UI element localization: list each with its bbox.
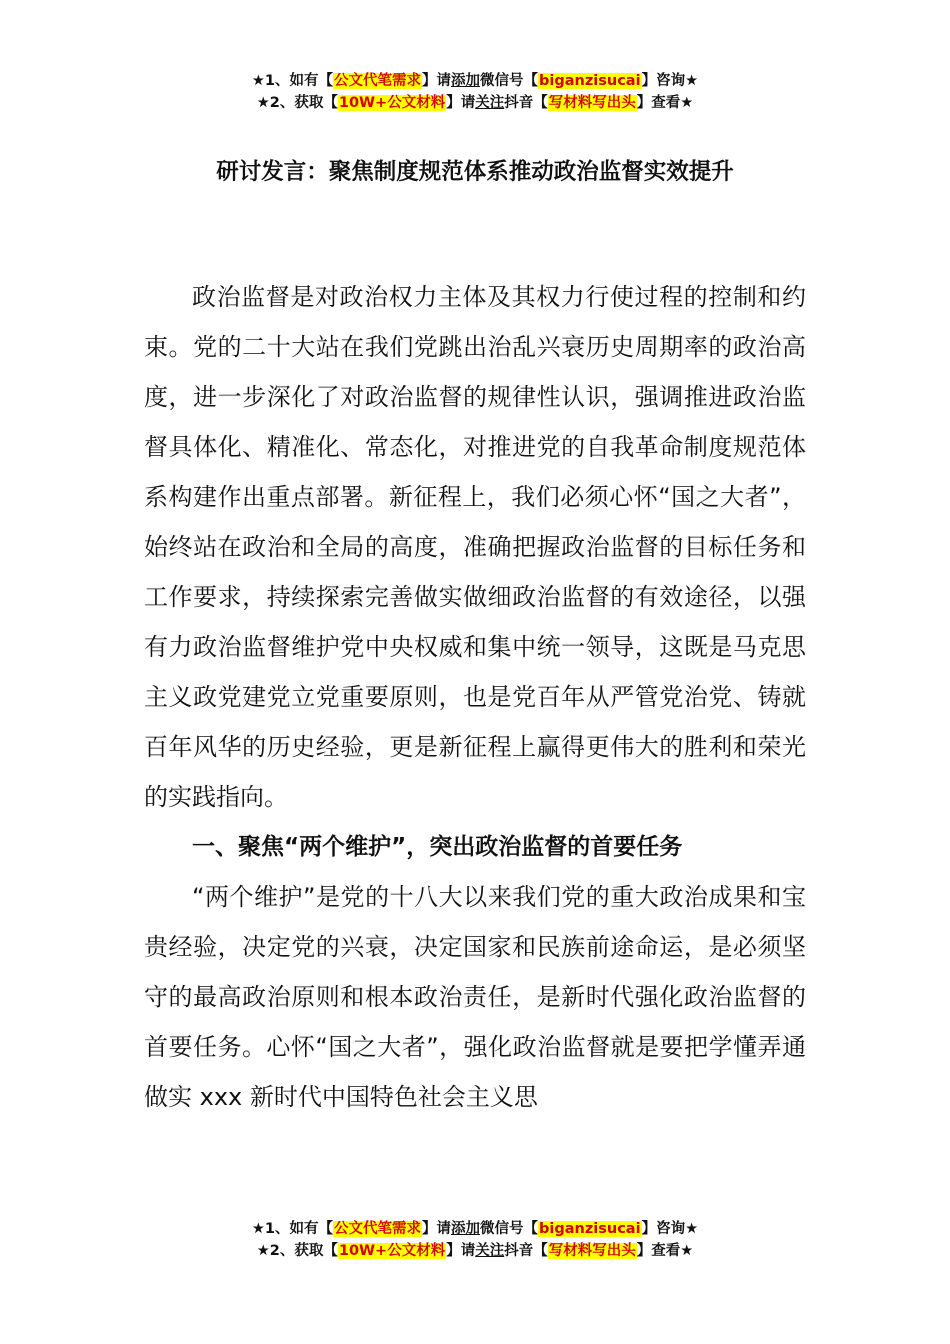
body-paragraph-2: “两个维护”是党的十八大以来我们党的重大政治成果和宝贵经验，决定党的兴衰，决定国家和民族前途命运，是必须坚守的最高政治原则和根本政治责任，是新时代强化政治监督的首要任务。心怀“国之大者”，强化政治监督就是要把学懂弄通做实 xxx 新时代中国特色社会主义思 xyxy=(144,883,806,1111)
footer-line-2 xyxy=(0,1240,950,1262)
header-line2-highlight-douyin: 写材料写出头 xyxy=(548,95,636,111)
document-title: 研讨发言：聚焦制度规范体系推动政治监督实效提升 xyxy=(216,159,734,185)
header-line-2 xyxy=(0,92,950,114)
footer-line1-suffix: 】咨询★ xyxy=(641,1221,699,1237)
footer-line2-mid1: 】请 xyxy=(446,1243,476,1259)
footer-line1-mid2: 微信号【 xyxy=(480,1221,539,1237)
footer-banner xyxy=(0,1218,950,1262)
footer-line2-underlined: 关注 xyxy=(475,1243,505,1259)
header-line2-prefix: ★2、获取【 xyxy=(256,95,338,111)
header-line2-highlight-materials: 10W+公文材料 xyxy=(338,95,446,111)
header-line2-mid1: 】请 xyxy=(446,95,476,111)
body-paragraph-1: 政治监督是对政治权力主体及其权力行使过程的控制和约束。党的二十大站在我们党跳出治乱兴衰历史周期率的政治高度，进一步深化了对政治监督的规律性认识，强调推进政治监督具体化、精准化、常态化，对推进党的自我革命制度规范体系构建作出重点部署。新征程上，我们必须心怀“国之大者”，始终站在政治和全局的高度，准确把握政治监督的目标任务和工作要求，持续探索完善做实做细政治监督的有效途径，以强有力政治监督维护党中央权威和集中统一领导，这既是马克思主义政党建党立党重要原则，也是党百年从严管党治党、铸就百年风华的历史经验，更是新征程上赢得更伟大的胜利和荣光的实践指向。 xyxy=(144,283,806,811)
footer-line1-underlined: 添加 xyxy=(451,1221,481,1237)
footer-line2-highlight-materials: 10W+公文材料 xyxy=(338,1243,446,1259)
footer-line1-prefix: ★1、如有【 xyxy=(251,1221,334,1237)
footer-line2-highlight-douyin: 写材料写出头 xyxy=(548,1243,636,1259)
header-line1-mid2: 微信号【 xyxy=(480,73,539,89)
header-line1-prefix: ★1、如有【 xyxy=(251,73,334,89)
header-banner xyxy=(0,70,950,114)
footer-line-1 xyxy=(0,1218,950,1240)
header-line2-underlined: 关注 xyxy=(475,95,505,111)
header-line-1 xyxy=(0,70,950,92)
footer-line1-highlight-wechat: biganzisucai xyxy=(539,1221,641,1237)
footer-line2-prefix: ★2、获取【 xyxy=(256,1243,338,1259)
header-line2-mid2: 抖音【 xyxy=(504,95,548,111)
header-line1-underlined: 添加 xyxy=(451,73,481,89)
header-line1-mid1: 】请 xyxy=(422,73,452,89)
header-line1-suffix: 】咨询★ xyxy=(641,73,699,89)
footer-line1-mid1: 】请 xyxy=(422,1221,452,1237)
section-heading-1: 一、聚焦“两个维护”，突出政治监督的首要任务 xyxy=(192,834,683,860)
header-line1-highlight-service: 公文代笔需求 xyxy=(334,73,422,89)
header-line1-highlight-wechat: biganzisucai xyxy=(539,73,641,89)
document-body xyxy=(144,272,806,1122)
footer-line2-mid2: 抖音【 xyxy=(504,1243,548,1259)
footer-line2-suffix: 】查看★ xyxy=(636,1243,694,1259)
footer-line1-highlight-service: 公文代笔需求 xyxy=(334,1221,422,1237)
header-line2-suffix: 】查看★ xyxy=(636,95,694,111)
